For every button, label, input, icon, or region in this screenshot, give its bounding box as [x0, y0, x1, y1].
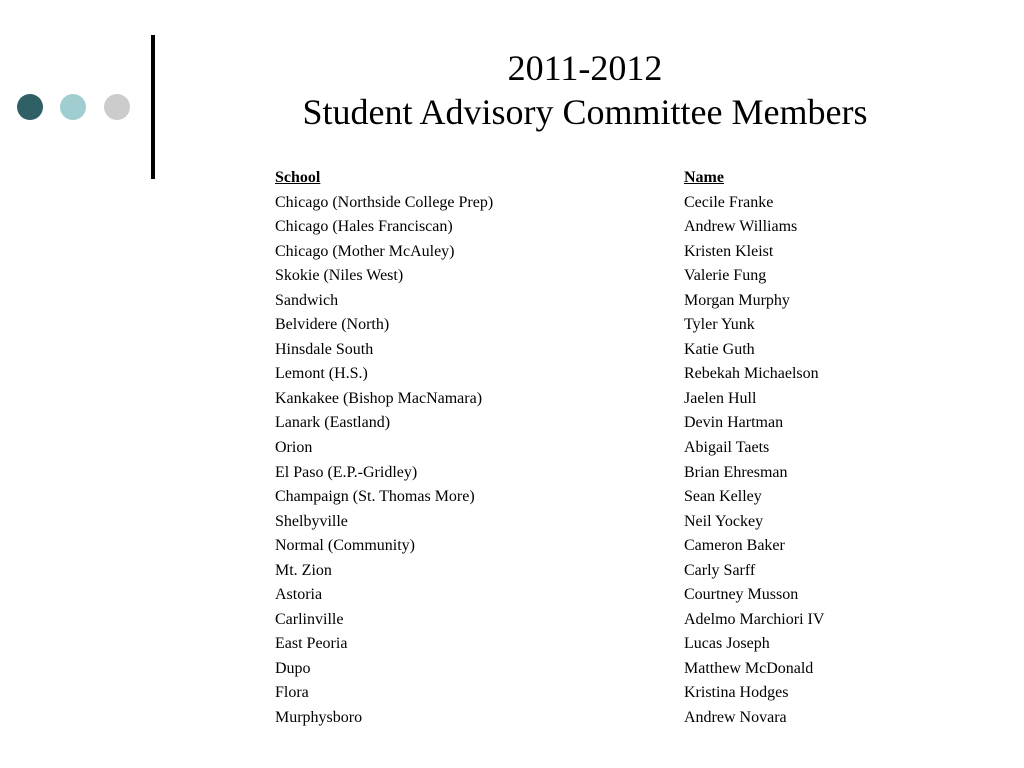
header-school: School: [275, 169, 321, 186]
table-row: [275, 264, 915, 289]
name-cell: Rebekah Michaelson: [684, 365, 819, 383]
name-cell: Devin Hartman: [684, 414, 784, 432]
table-row: [275, 411, 915, 436]
table-row: [275, 681, 915, 706]
table-row: [275, 608, 915, 633]
name-cell: Andrew Novara: [684, 709, 787, 727]
table-row: [275, 583, 915, 608]
school-cell: Dupo: [275, 659, 311, 677]
table-row: [275, 706, 915, 731]
table-row: [275, 215, 915, 240]
table-row: [275, 510, 915, 535]
name-cell: Carly Sarff: [684, 561, 756, 579]
name-cell: Neil Yockey: [684, 512, 764, 530]
name-cell: Tyler Yunk: [684, 316, 755, 334]
dot-light-gray: [104, 94, 130, 120]
name-cell: Brian Ehresman: [684, 463, 788, 481]
school-cell: Skokie (Niles West): [275, 267, 404, 285]
table-row: [275, 534, 915, 559]
school-cell: El Paso (E.P.-Gridley): [275, 463, 418, 481]
title-heading: Student Advisory Committee Members: [302, 92, 868, 132]
table-row: [275, 387, 915, 412]
school-cell: Hinsdale South: [275, 340, 374, 358]
table-body: [275, 191, 915, 731]
table-row: [275, 362, 915, 387]
school-cell: Mt. Zion: [275, 561, 332, 579]
table-row: [275, 338, 915, 363]
name-cell: Sean Kelley: [684, 488, 762, 506]
name-cell: Courtney Musson: [684, 586, 799, 604]
school-cell: Normal (Community): [275, 537, 415, 555]
table-row: [275, 436, 915, 461]
school-cell: Champaign (St. Thomas More): [275, 488, 475, 506]
school-cell: Chicago (Hales Franciscan): [275, 218, 453, 236]
school-cell: Carlinville: [275, 610, 344, 628]
name-cell: Kristina Hodges: [684, 684, 789, 702]
slide-title: [190, 46, 980, 134]
name-cell: Adelmo Marchiori IV: [684, 610, 825, 628]
table-header: [275, 166, 915, 191]
name-cell: Andrew Williams: [684, 218, 798, 236]
school-cell: Lemont (H.S.): [275, 365, 368, 383]
name-cell: Lucas Joseph: [684, 635, 770, 653]
school-cell: East Peoria: [275, 635, 348, 653]
table-row: [275, 559, 915, 584]
vertical-divider-bar: [151, 35, 155, 179]
school-cell: Astoria: [275, 586, 323, 604]
name-cell: Cameron Baker: [684, 537, 785, 555]
table-row: [275, 289, 915, 314]
name-cell: Abigail Taets: [684, 439, 770, 457]
table-row: [275, 485, 915, 510]
school-cell: Chicago (Mother McAuley): [275, 242, 455, 260]
school-cell: Sandwich: [275, 291, 339, 309]
decorative-dots: [0, 0, 150, 200]
name-cell: Valerie Fung: [684, 267, 767, 285]
school-cell: Orion: [275, 439, 313, 457]
name-cell: Cecile Franke: [684, 193, 774, 211]
school-cell: Murphysboro: [275, 709, 363, 727]
name-cell: Jaelen Hull: [684, 389, 757, 407]
dot-light-teal: [60, 94, 86, 120]
dot-dark-teal: [17, 94, 43, 120]
table-row: [275, 657, 915, 682]
school-cell: Kankakee (Bishop MacNamara): [275, 389, 483, 407]
school-cell: Lanark (Eastland): [275, 414, 391, 432]
table-row: [275, 191, 915, 216]
table-row: [275, 632, 915, 657]
name-cell: Katie Guth: [684, 340, 755, 358]
name-cell: Matthew McDonald: [684, 659, 814, 677]
table-row: [275, 461, 915, 486]
school-cell: Shelbyville: [275, 512, 348, 530]
school-cell: Flora: [275, 684, 309, 702]
school-cell: Chicago (Northside College Prep): [275, 193, 494, 211]
header-name: Name: [684, 169, 724, 186]
name-cell: Kristen Kleist: [684, 242, 774, 260]
table-row: [275, 240, 915, 265]
name-cell: Morgan Murphy: [684, 291, 790, 309]
school-cell: Belvidere (North): [275, 316, 390, 334]
table-row: [275, 313, 915, 338]
title-year: 2011-2012: [507, 48, 663, 88]
members-table: [275, 166, 915, 731]
